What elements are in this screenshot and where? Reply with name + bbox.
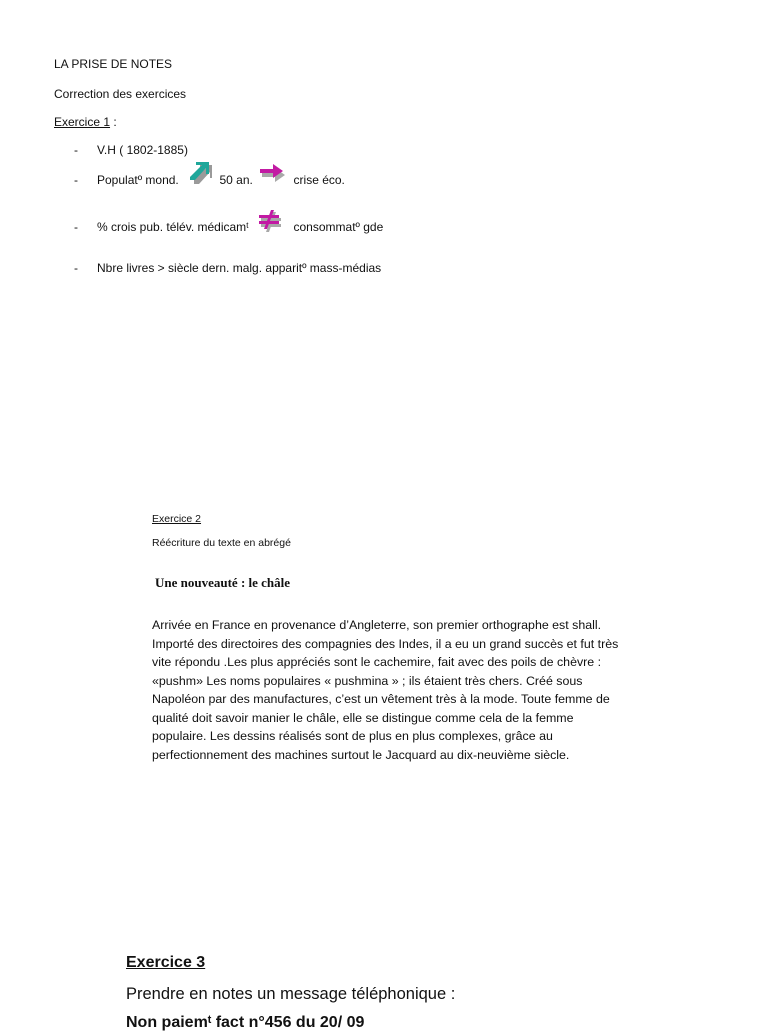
exercise-1-label: Exercice 1 bbox=[54, 115, 111, 129]
paragraph-line: Napoléon par des manufactures, c’est un vêtement très à la mode. Toute femme de bbox=[152, 692, 610, 706]
abridged-paragraph bbox=[152, 616, 652, 764]
document-title: LA PRISE DE NOTES bbox=[54, 57, 173, 71]
exercise-3-subtitle: Prendre en notes un message téléphonique : bbox=[126, 985, 456, 1003]
magenta-right-arrow-icon bbox=[260, 162, 286, 182]
paragraph-line: perfectionnement des machines surtout le Jacquard au dix-neuvième siècle. bbox=[152, 747, 570, 762]
population-text: Populatº mond. bbox=[97, 173, 179, 187]
exercise-3-label: Exercice 3 bbox=[126, 954, 206, 971]
paragraph-line: populaire. Les dessins réalisés sont de plus en plus complexes, grâce au bbox=[152, 729, 553, 743]
list-item-dates: V.H ( 1802-1885) bbox=[97, 143, 188, 157]
exercise-1-heading bbox=[54, 115, 117, 129]
list-dash: - bbox=[74, 173, 78, 187]
list-item-population bbox=[97, 162, 345, 187]
paragraph-line: vite répondu .Les plus appréciés sont le cachemire, fait avec des poils de chèvre : bbox=[152, 655, 602, 669]
years-text: 50 an. bbox=[219, 173, 253, 187]
crisis-text: crise éco. bbox=[293, 173, 345, 187]
exercise-2-label: Exercice 2 bbox=[152, 513, 202, 525]
paragraph-line: Arrivée en France en provenance d’Angleterre, son premier orthographe est shall. bbox=[152, 618, 602, 632]
paragraph-line: qualité doit savoir manier le châle, elle se distingue comme cela de la femme bbox=[152, 710, 574, 725]
teal-up-right-arrow-icon bbox=[188, 162, 212, 184]
exercise-2-subtitle: Réécriture du texte en abrégé bbox=[152, 537, 291, 549]
list-item-books: Nbre livres > siècle dern. malg. apparitº mass-médias bbox=[97, 261, 382, 275]
list-item-pub-tv bbox=[97, 210, 383, 232]
list-dash: - bbox=[74, 261, 78, 275]
consumption-text: consommatº gde bbox=[293, 220, 384, 234]
pub-tv-text: % crois pub. télév. médicamᵗ bbox=[97, 220, 249, 234]
exercise-1-colon: : bbox=[110, 115, 117, 129]
text-heading: Une nouveauté : le châle bbox=[155, 575, 291, 590]
paragraph-line: «pushm» Les noms populaires « pushmina » ; ils étaient très chers. Créé sous bbox=[152, 673, 583, 688]
cutoff-line: Non paiemᵗ fact n°456 du 20/ 09 bbox=[126, 1014, 365, 1031]
paragraph-line: Importé des directoires des compagnies des Indes, il a eu un grand succès et fut très bbox=[152, 636, 619, 651]
corrections-subtitle: Correction des exercices bbox=[54, 87, 187, 101]
list-dash: - bbox=[74, 220, 78, 234]
magenta-not-equal-icon bbox=[258, 210, 284, 232]
list-dash: - bbox=[74, 143, 78, 157]
